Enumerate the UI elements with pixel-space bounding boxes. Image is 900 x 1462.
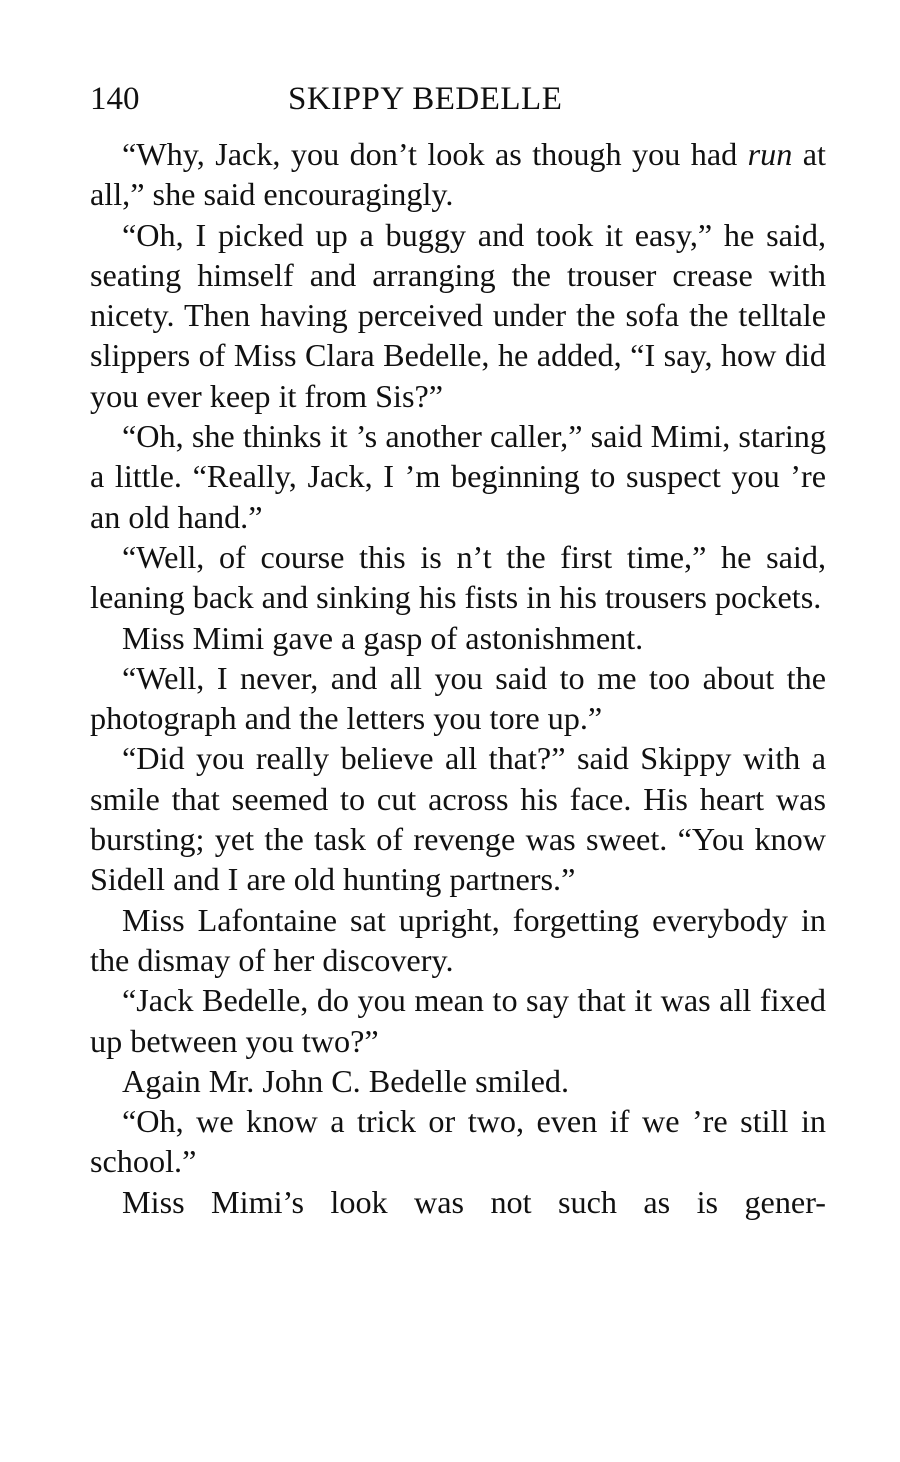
text-run: “Why, Jack, you don’t look as though you had xyxy=(122,136,748,172)
text-run: Again Mr. John C. Bedelle smiled. xyxy=(122,1062,570,1099)
paragraph xyxy=(90,618,826,658)
paragraph xyxy=(90,134,826,215)
page-number: 140 xyxy=(90,81,140,117)
text-run: “Well, of course this is n’t the first time,” he said, leaning back and sinking his fists in his trousers pockets. xyxy=(90,538,826,616)
text-run: “Jack Bedelle, do you mean to say that it was all fixed up between you two?” xyxy=(90,982,826,1059)
paragraph xyxy=(90,980,826,1061)
paragraph xyxy=(90,738,826,899)
text-run: Miss Mimi’s look was not such as is gener- xyxy=(122,1183,826,1220)
text-run: “Oh, she thinks it ’s another caller,” said Mimi, staring a little. “Really, Jack, I ’m beginning to suspect you ’re an old hand.” xyxy=(90,418,826,535)
text-run: “Oh, we know a trick or two, even if we ’re still in school.” xyxy=(90,1103,826,1180)
body-text xyxy=(90,134,826,1222)
text-run: Miss Mimi gave a gasp of astonishment. xyxy=(122,619,644,656)
text-run: at all,” she said encouragingly. xyxy=(90,136,826,213)
text-run: “Oh, I picked up a buggy and took it easy,” he said, seating himself and arranging the trouser crease with nicety. Then having perceived under the sofa the telltale slippers of Miss Clara Bedelle, he added, “I say, how did you ever keep it from Sis?” xyxy=(90,216,826,414)
text-run: “Well, I never, and all you said to me too about the photograph and the letters you tore up.” xyxy=(90,659,826,737)
paragraph xyxy=(90,416,826,537)
paragraph xyxy=(90,1061,826,1101)
paragraph xyxy=(90,1101,826,1182)
running-title: SKIPPY BEDELLE xyxy=(288,81,563,117)
book-page xyxy=(90,70,826,1222)
page-header xyxy=(90,70,826,128)
paragraph xyxy=(90,658,826,739)
paragraph xyxy=(90,1182,826,1222)
paragraph xyxy=(90,900,826,981)
text-run: “Did you really believe all that?” said Skippy with a smile that seemed to cut across his face. His heart was bursting; yet the task of revenge was sweet. “You know Sidell and I are old hunting partners.” xyxy=(90,740,826,898)
text-run: Miss Lafontaine sat upright, forgetting everybody in the dismay of her discovery. xyxy=(90,901,826,978)
emphasized-text: run xyxy=(747,136,793,172)
paragraph xyxy=(90,215,826,416)
paragraph xyxy=(90,537,826,618)
